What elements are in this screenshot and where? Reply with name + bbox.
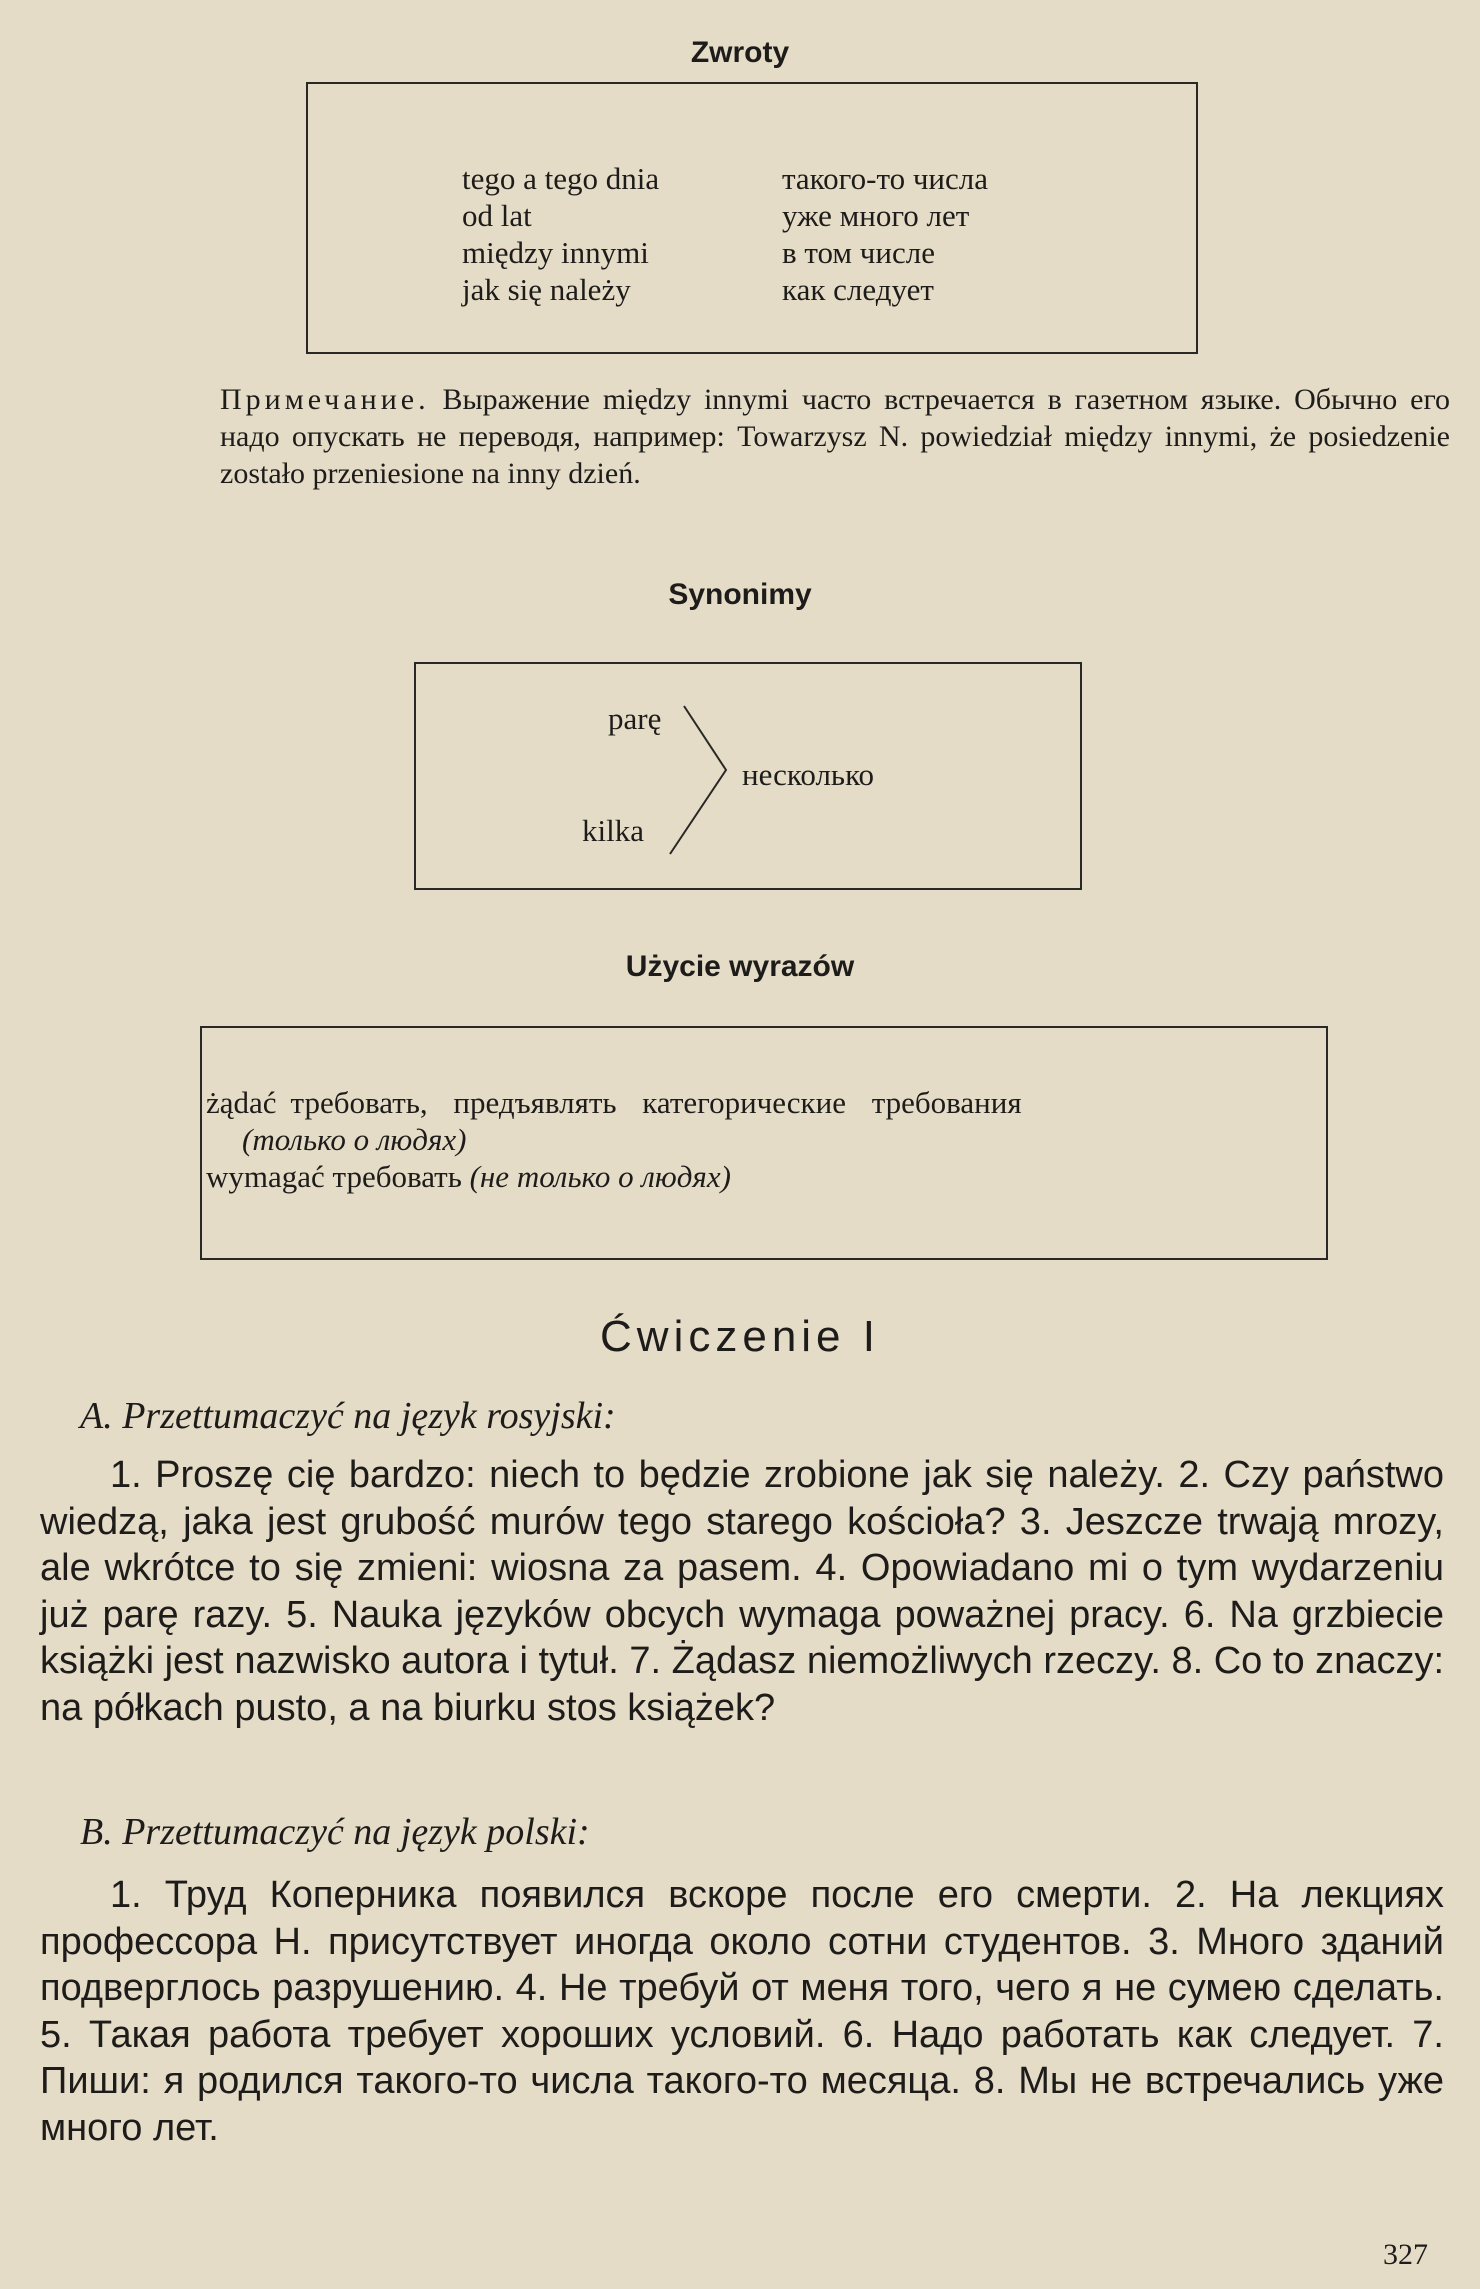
part-b-content: 1. Труд Коперника появился вскоре после его смерти. 2. На лекциях профессора Н. присутствует иногда около сотни студентов. 3. Много зданий подверглось разрушению. 4. Не требуй от меня того, чего я не сумею сделать. 5. Такая работа требует хороших условий. 6. Надо работать как следует. 7. Пиши: я родился такого-то числа такого-то месяца. 8. Мы не встречались уже много лет. xyxy=(40,1874,1444,2149)
part-b-text xyxy=(40,1872,1444,2151)
uzycie-def-1-text: требовать, предъявлять категорические требования xyxy=(290,1085,1022,1120)
note-text: Выражение między innymi часто встречается в газетном языке. Обычно его надо опускать не переводя, например: Towarzysz N. powiedział między innymi, że posiedzenie zostało przeniesione na inny dzień. xyxy=(220,383,1450,490)
zwroty-pl-3: między innymi xyxy=(462,235,649,270)
uzycie-line-2 xyxy=(206,1158,731,1196)
part-a-text xyxy=(40,1452,1444,1731)
uzycie-heading: Użycie wyrazów xyxy=(625,950,855,983)
zwroty-pl-1: tego a tego dnia xyxy=(462,161,660,196)
zwroty-box xyxy=(306,82,1198,354)
part-a-content: 1. Proszę cię bardzo: niech to będzie zrobione jak się należy. 2. Czy państwo wiedzą, jaka jest grubość murów tego starego kościoła? 3. Jeszcze trwają mrozy, ale wkrótce to się zmieni: wiosna za pasem. 4. Opowiadano mi o tym wydarzeniu już parę razy. 5. Nauka języków obcych wymaga poważnej pracy. 6. Na grzbiecie książki jest nazwisko autora i tytuł. 7. Żądasz niemożliwych rzeczy. 8. Co to znaczy: na półkach pusto, a na biurku stos książek? xyxy=(40,1454,1444,1729)
exercise-title: Ćwiczenie I xyxy=(600,1312,880,1361)
uzycie-def-2: требовать xyxy=(332,1159,462,1194)
uzycie-paren-2: (не только о людях) xyxy=(469,1159,731,1194)
uzycie-def-1 xyxy=(291,1084,1290,1122)
zwroty-pl-2: od lat xyxy=(462,198,532,233)
note-label: Примечание. xyxy=(220,383,430,416)
zwroty-pl-4: jak się należy xyxy=(462,272,631,307)
uzycie-line-1 xyxy=(206,1084,1290,1122)
synonimy-box xyxy=(414,662,1082,890)
part-b-title: B. Przettumaczyć na język polski: xyxy=(80,1811,590,1853)
synonym-left-top: parę xyxy=(608,701,662,736)
page-number: 327 xyxy=(1383,2238,1428,2271)
uzycie-paren-1: (только о людях) xyxy=(242,1122,467,1157)
zwroty-ru-1: такого-то числа xyxy=(782,161,988,196)
zwroty-heading: Zwroty xyxy=(690,36,790,69)
part-a-title: A. Przettumaczyć na język rosyjski: xyxy=(80,1395,616,1437)
zwroty-ru-3: в том числе xyxy=(782,235,935,270)
uzycie-word-1: żądać xyxy=(206,1085,277,1120)
synonimy-heading: Synonimy xyxy=(668,578,812,611)
synonym-left-bottom: kilka xyxy=(582,813,644,848)
zwroty-ru-4: как следует xyxy=(782,272,934,307)
zwroty-ru-2: уже много лет xyxy=(782,198,970,233)
synonym-right: несколько xyxy=(742,757,875,792)
uzycie-word-2: wymagać xyxy=(206,1159,325,1194)
note-paragraph xyxy=(220,381,1450,492)
